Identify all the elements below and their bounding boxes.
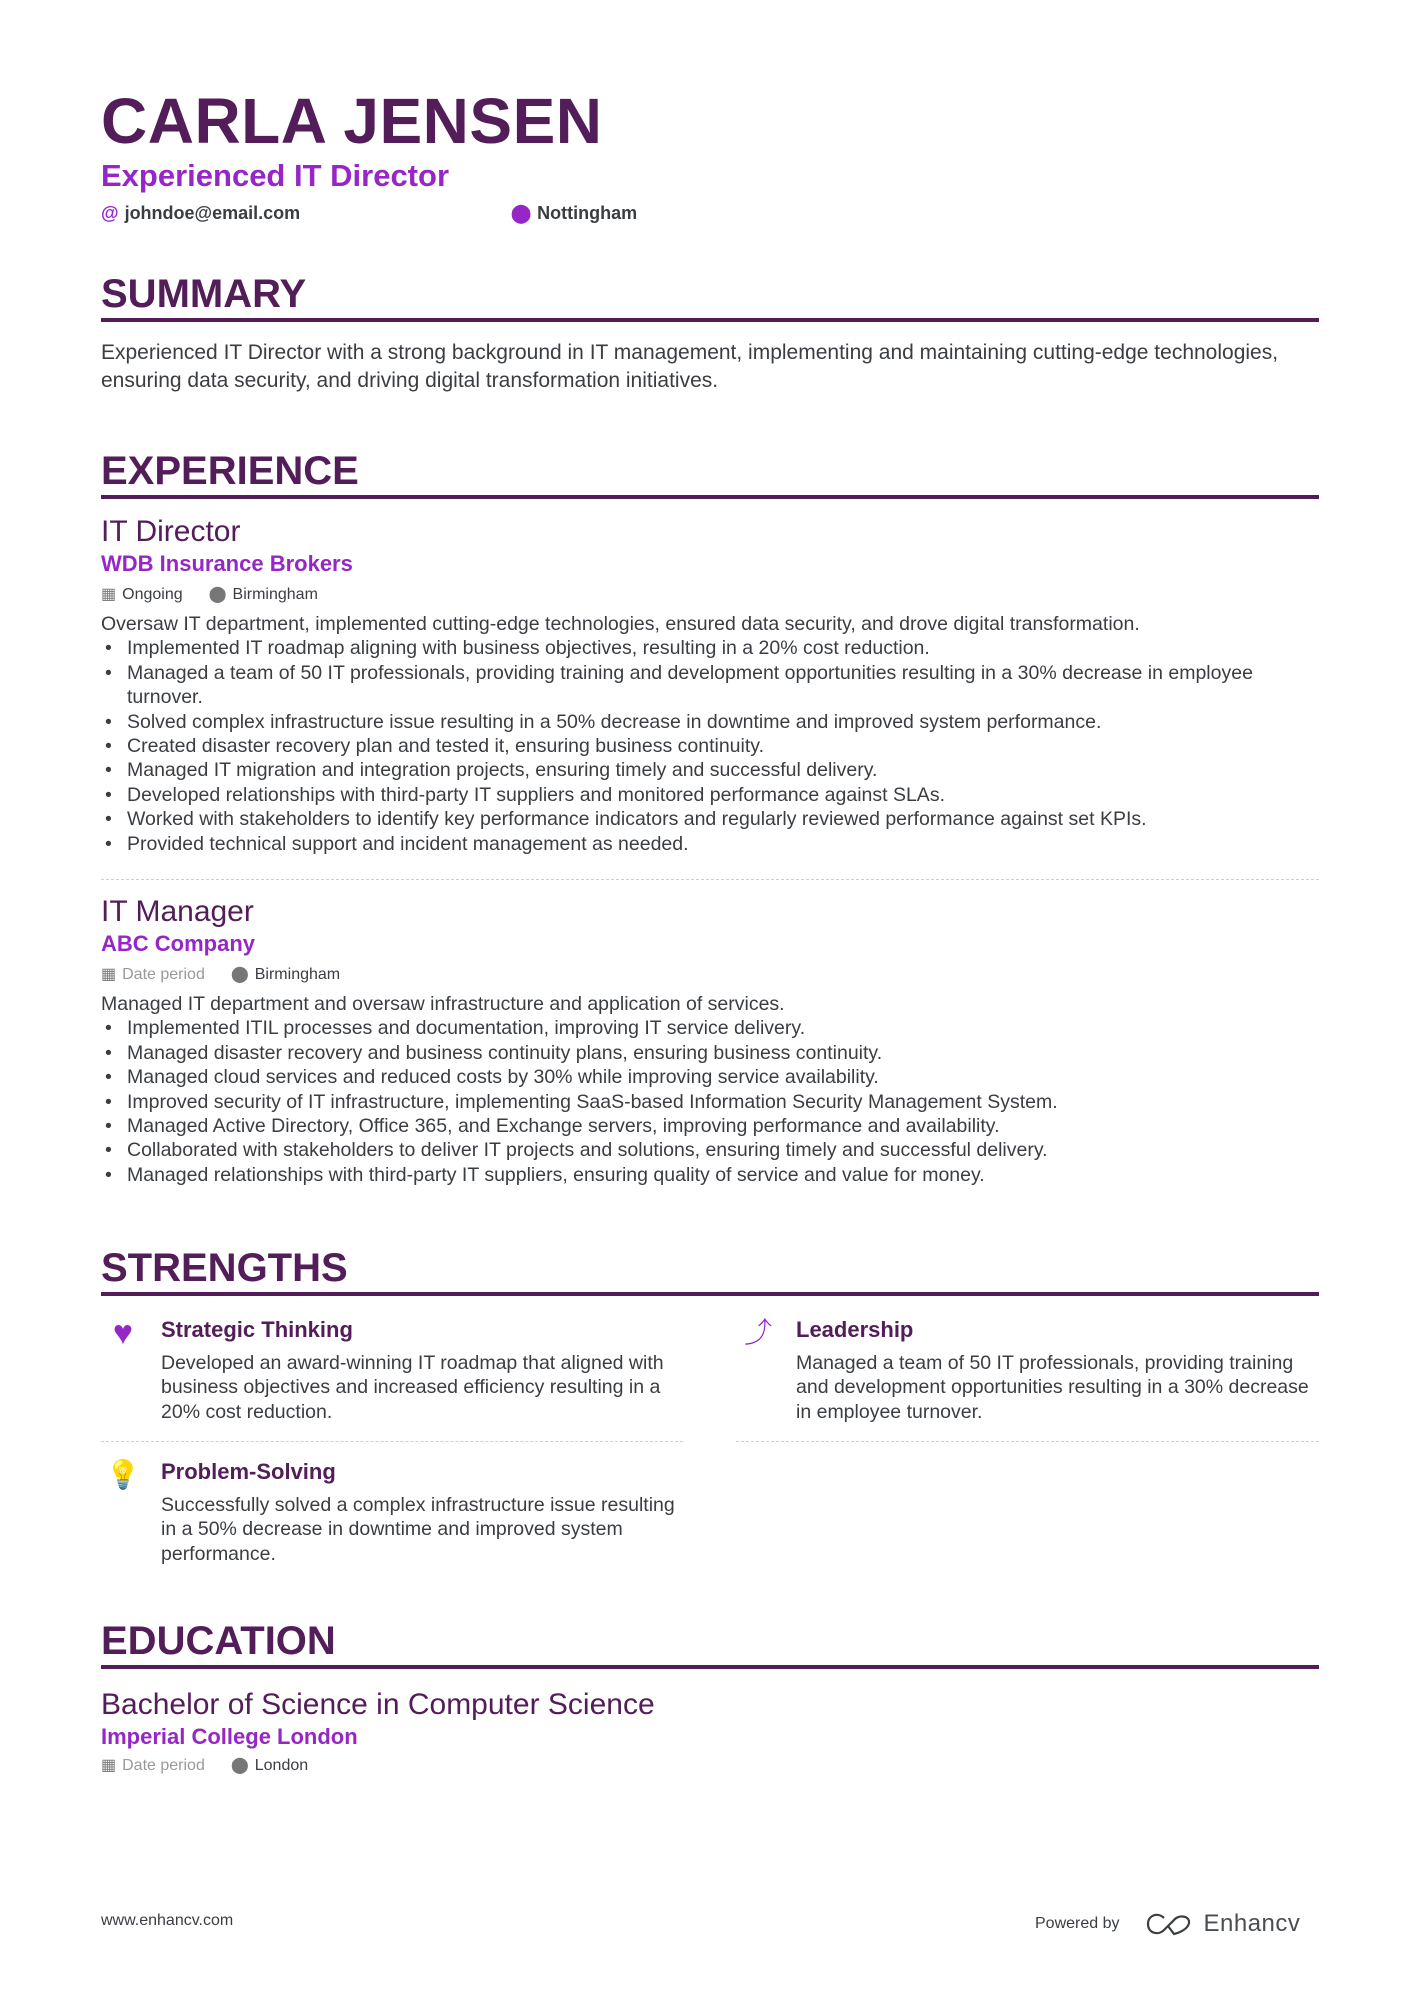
education-heading: EDUCATION: [101, 1619, 1319, 1669]
email-text: johndoe@email.com: [124, 203, 301, 223]
heart-icon: ♥: [112, 1314, 134, 1352]
strength-item: [736, 1315, 1318, 1424]
footer-website[interactable]: www.enhancv.com: [101, 1912, 234, 1929]
bullet: • Implemented IT roadmap aligning with business objectives, resulting in a 20% cost reduction.: [101, 636, 1319, 660]
powered-by: [1035, 1910, 1300, 1938]
bullet: • Provided technical support and incident management as needed.: [101, 832, 1319, 856]
job-entry: [101, 894, 1319, 1187]
location-pin-icon: ⬤: [511, 203, 532, 223]
divider: [101, 879, 1319, 880]
calendar-icon: ▦: [101, 1757, 117, 1774]
summary-text: Experienced IT Director with a strong background in IT management, implementing and maintaining cutting-edge technologies, ensuring data security, and driving digital transformation initiatives.: [101, 341, 1279, 392]
education-date: [101, 1755, 205, 1777]
location: [511, 203, 637, 224]
strength-title: Strategic Thinking: [161, 1317, 353, 1342]
job-role: IT Manager: [101, 895, 254, 928]
school: Imperial College London: [101, 1724, 358, 1749]
bullet: • Implemented ITIL processes and documentation, improving IT service delivery.: [101, 1016, 1319, 1040]
job-bullets: [101, 1016, 1319, 1187]
bullet: • Created disaster recovery plan and tested it, ensuring business continuity.: [101, 734, 1319, 758]
divider: [101, 1441, 683, 1442]
job-description: Oversaw IT department, implemented cutting-edge technologies, ensured data security, and drove digital transformation.: [101, 613, 1140, 635]
bullet: • Solved complex infrastructure issue resulting in a 50% decrease in downtime and improved system performance.: [101, 710, 1319, 734]
candidate-title: Experienced IT Director: [101, 158, 450, 193]
strength-text: Successfully solved a complex infrastructure issue resulting in a 50% decrease in downtime and improved system performance.: [161, 1494, 675, 1565]
strength-item: [101, 1315, 683, 1424]
summary-heading: SUMMARY: [101, 272, 1319, 322]
job-date: [101, 584, 183, 606]
lightbulb-icon: 💡: [105, 1459, 141, 1490]
at-icon: @: [101, 203, 119, 223]
job-company: ABC Company: [101, 931, 256, 956]
job-company: WDB Insurance Brokers: [101, 551, 353, 576]
calendar-icon: ▦: [101, 586, 117, 603]
location-pin-icon: ⬤: [230, 966, 249, 983]
bullet: • Collaborated with stakeholders to deliver IT projects and solutions, ensuring timely and successful delivery.: [101, 1138, 1319, 1162]
job-location: [209, 584, 318, 606]
bullet: • Managed a team of 50 IT professionals, providing training and development opportunities resulting in a 30% decrease in employee turnover.: [101, 661, 1319, 710]
strength-text: Managed a team of 50 IT professionals, providing training and development opportunities resulting in a 30% decrease in employee turnover.: [796, 1352, 1309, 1423]
bullet: • Improved security of IT infrastructure, implementing SaaS-based Information Security Management System.: [101, 1090, 1319, 1114]
job-entry: [101, 514, 1319, 856]
strength-title: Leadership: [796, 1317, 914, 1342]
strengths-heading: STRENGTHS: [101, 1246, 1319, 1296]
strength-item: [101, 1457, 683, 1566]
job-date-text: Date period: [122, 966, 205, 983]
bullet: • Managed relationships with third-party IT suppliers, ensuring quality of service and value for money.: [101, 1163, 1319, 1187]
enhancv-logo-icon: [1146, 1912, 1192, 1936]
job-location-text: Birmingham: [232, 586, 318, 603]
enhancv-logo[interactable]: [1146, 1910, 1301, 1938]
strength-text: Developed an award-winning IT roadmap that aligned with business objectives and increased efficiency resulting in a 20% cost reduction.: [161, 1352, 664, 1423]
location-text: Nottingham: [537, 203, 638, 223]
email[interactable]: [101, 203, 511, 224]
experience-heading: EXPERIENCE: [101, 449, 1319, 499]
strength-title: Problem-Solving: [161, 1459, 336, 1484]
bullet: • Developed relationships with third-party IT suppliers and monitored performance against SLAs.: [101, 783, 1319, 807]
strategy-icon: ⤴: [743, 1317, 772, 1348]
job-location: [231, 964, 340, 986]
education-entry: [101, 1687, 1319, 1777]
divider: [736, 1441, 1319, 1442]
bullet: • Worked with stakeholders to identify key performance indicators and regularly reviewed performance against set KPIs.: [101, 807, 1319, 831]
degree: Bachelor of Science in Computer Science: [101, 1688, 655, 1721]
job-description: Managed IT department and oversaw infrastructure and application of services.: [101, 993, 785, 1015]
contact-row: [101, 203, 1319, 224]
job-location-text: Birmingham: [254, 966, 341, 983]
enhancv-brand-text: Enhancv: [1203, 1910, 1301, 1937]
education-location: [231, 1755, 308, 1777]
bullet: • Managed cloud services and reduced costs by 30% while improving service availability.: [101, 1065, 1319, 1089]
candidate-name: CARLA JENSEN: [101, 85, 603, 157]
location-pin-icon: ⬤: [230, 1757, 249, 1774]
education-date-text: Date period: [122, 1757, 205, 1774]
education-location-text: London: [254, 1757, 309, 1774]
bullet: • Managed disaster recovery and business continuity plans, ensuring business continuity.: [101, 1041, 1319, 1065]
job-role: IT Director: [101, 515, 241, 548]
bullet: • Managed Active Directory, Office 365, and Exchange servers, improving performance and availability.: [101, 1114, 1319, 1138]
powered-by-text: Powered by: [1035, 1915, 1120, 1932]
calendar-icon: ▦: [101, 966, 117, 983]
job-bullets: [101, 636, 1319, 856]
location-pin-icon: ⬤: [208, 586, 227, 603]
job-date-text: Ongoing: [122, 586, 183, 603]
job-date: [101, 964, 205, 986]
bullet: • Managed IT migration and integration projects, ensuring timely and successful delivery.: [101, 758, 1319, 782]
